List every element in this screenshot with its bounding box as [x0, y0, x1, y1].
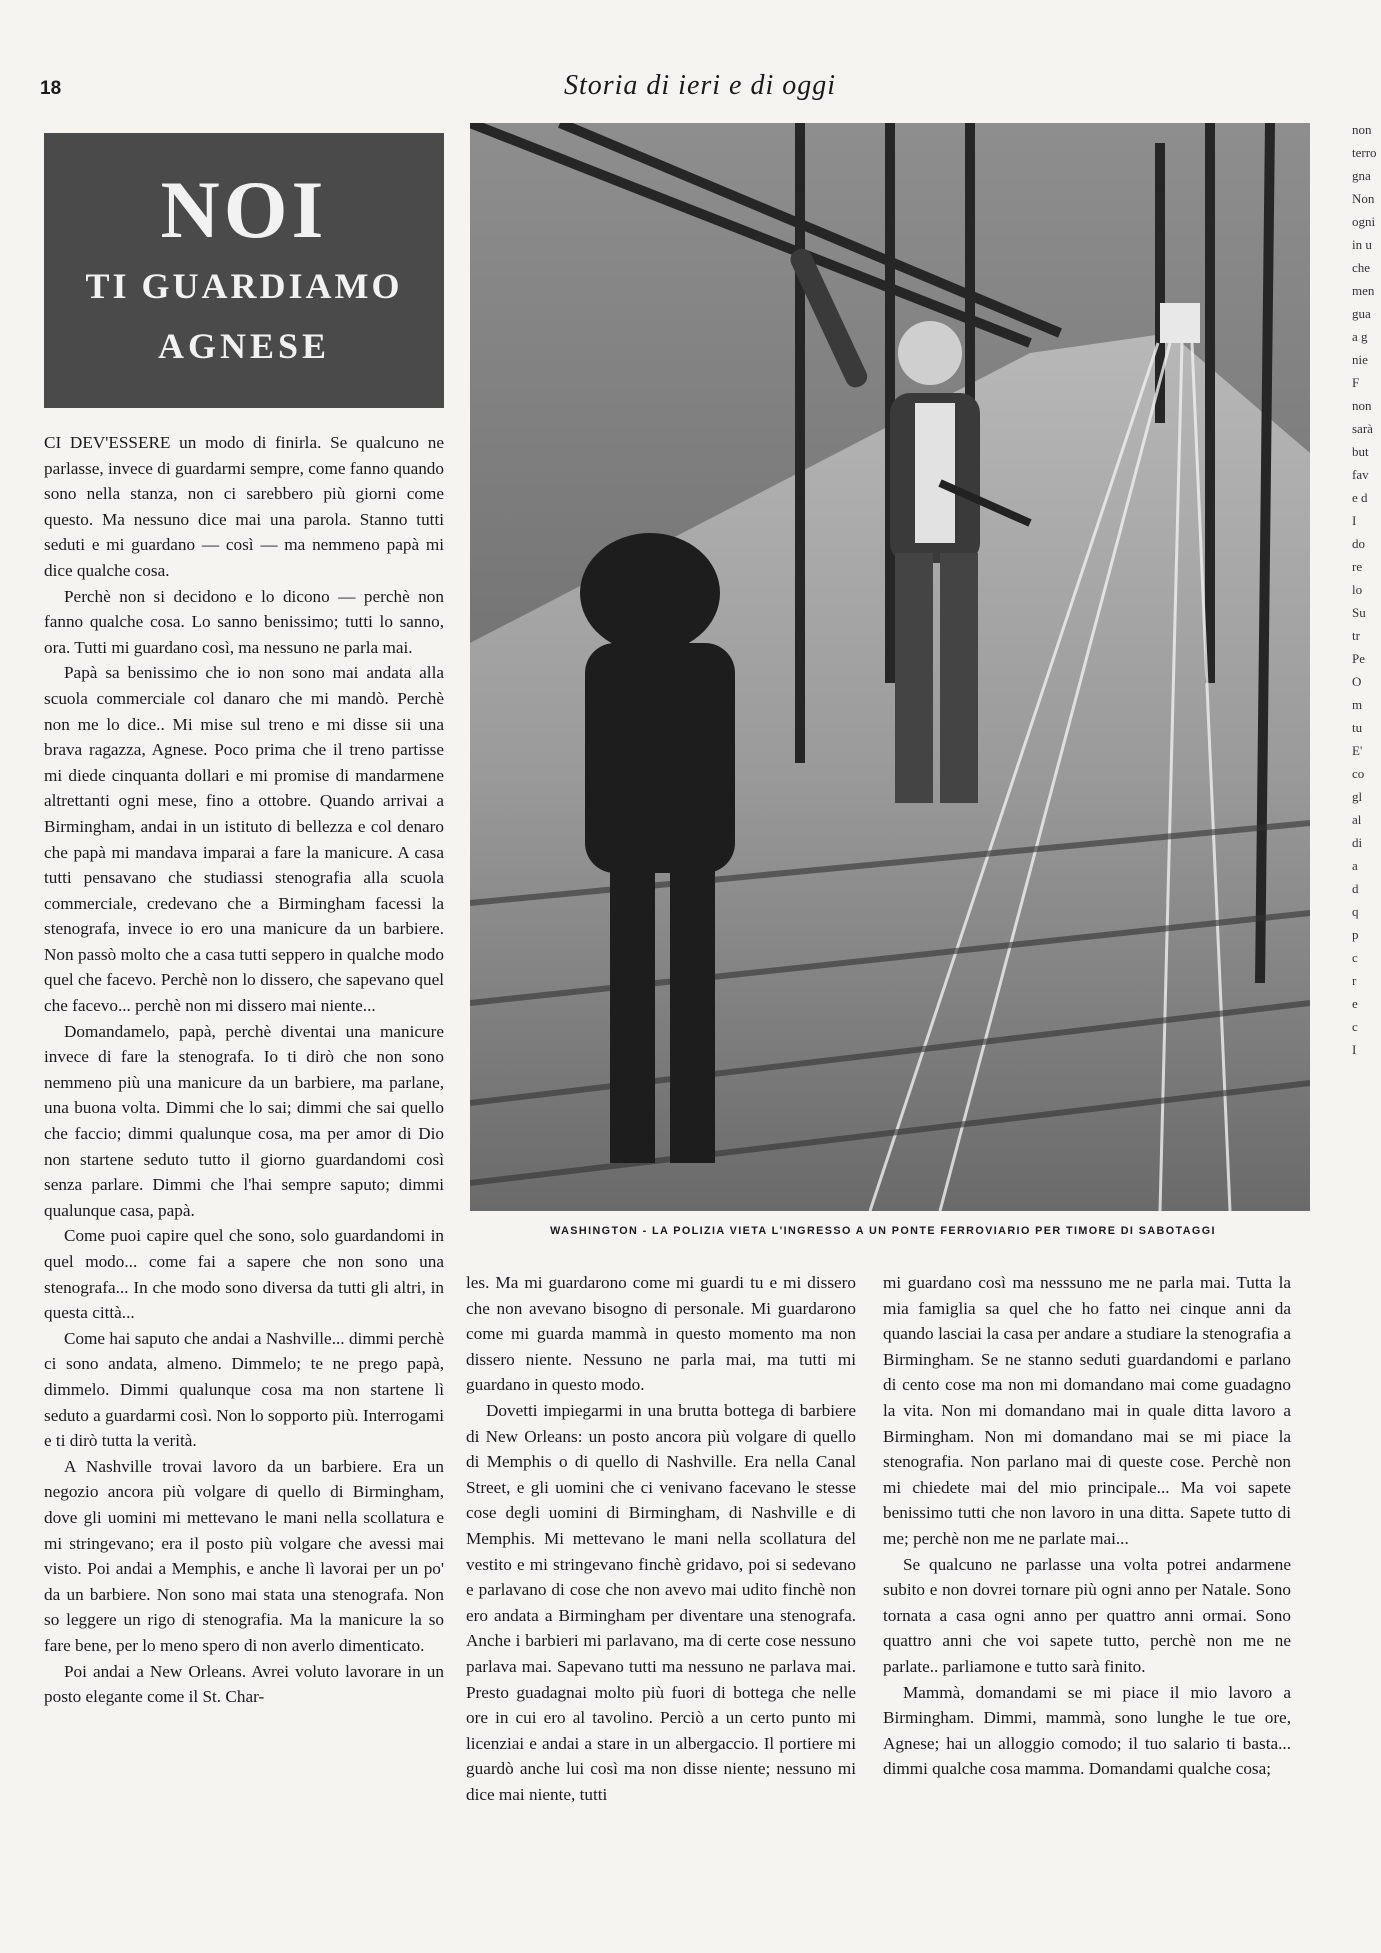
bleed-fragment: F: [1352, 375, 1360, 390]
bleed-fragment: e: [1352, 996, 1358, 1011]
bleed-fragment: c: [1352, 1019, 1358, 1034]
bleed-fragment: fav: [1352, 467, 1369, 482]
paragraph: Come hai saputo che andai a Nashville... dimmi perchè ci sono andata, almeno. Dimmelo; te ne prego papà, dimmelo. Dimmi qualunque cosa ma non startene lì seduto a guardarmi così. Non lo sopporto più. Interrogami e ti dirò tutta la verità.: [44, 1328, 445, 1451]
paragraph: A Nashville trovai lavoro da un barbiere. Era un negozio ancora più volgare di quello di Birmingham, dove gli uomini mi mettevano le mani nella scollatura e mi stringevano; era il posto più volgare che avessi mai visto. Poi andai a Memphis, e anche lì lavorai per un po' da un barbiere. Non sono mai stata una stenografa. Non so leggere un rigo di stenografia. Ma la manicure la so fare bene, per lo meno spero di non averlo dimenticato.: [44, 1456, 444, 1655]
paragraph: Mammà, domandami se mi piace il mio lavoro a Birmingham. Dimmi, mammà, sono lunghe le tue ore, Agnese; hai un alloggio comodo; il tuo salario ti basta... dimmi qualche cosa mamma. Domandami qualche cosa;: [883, 1682, 1291, 1779]
bridge-photo: [470, 123, 1310, 1211]
bleed-fragment: ogni: [1352, 214, 1376, 229]
bleed-fragment: tr: [1352, 628, 1360, 643]
photo-caption: WASHINGTON - LA POLIZIA VIETA L'INGRESSO A UN PONTE FERROVIARIO PER TIMORE DI SABOTAGGI: [550, 1225, 1216, 1237]
bleed-fragment: gna: [1352, 168, 1371, 183]
bleed-fragment: p: [1352, 927, 1359, 942]
column-right: [883, 1270, 1291, 1782]
bleed-fragment: a g: [1352, 329, 1368, 344]
bleed-fragment: but: [1352, 444, 1369, 459]
paragraph: Perchè non si decidono e lo dicono — perchè non fanno qualche cosa. Lo sanno benissimo; tutti lo sanno, ora. Tutti mi guardano così, ma nessuno ne parla mai.: [44, 586, 444, 657]
column-middle: [466, 1270, 856, 1807]
paragraph: les. Ma mi guardarono come mi guardi tu e mi dissero che non avevano bisogno di personale. Mi guardarono come mi guarda mammà in questo momento ma non dissero niente. Nessuno ne parla mai, ma tutti mi guardano in questo modo.: [466, 1273, 856, 1395]
bleed-fragment: d: [1352, 881, 1359, 896]
bleed-fragment: di: [1352, 835, 1363, 850]
bleed-fragment: do: [1352, 536, 1365, 551]
bleed-fragment: O: [1352, 674, 1362, 689]
bleed-fragment: a: [1352, 858, 1358, 873]
bleed-fragment: non: [1352, 122, 1372, 137]
title-name: AGNESE: [157, 326, 331, 366]
paragraph: Come puoi capire quel che sono, solo guardandomi in quel modo... come fai a sapere che non sono una stenografa... In che modo sono diversa da tutti gli altri, in questa città...: [44, 1226, 444, 1323]
paragraph: CI DEV'ESSERE un modo di finirla. Se qualcuno ne parlasse, invece di guardarmi sempre, come fanno quando sono nella stanza, non ci sarebbero più giorni come questo. Ma nessuno dice mai una parola. Stanno tutti seduti e mi guardano — così — ma nemmeno papà mi dice qualche cosa.: [44, 433, 444, 580]
bleed-fragment: non: [1352, 398, 1372, 413]
paragraph: Dovetti impiegarmi in una brutta bottega di barbiere di New Orleans: un posto ancora più volgare di quello di Memphis o di quello di Nashville. Era nella Canal Street, e gli uomini che ci venivano facevano le stesse cose degli uomini di Birmingham, di Nashville e di Memphis. Mi mettevano le mani nella scollatura del vestito e mi stringevano finchè gridavo, poi si sedevano e parlavano di cose che non avevo mai udito finchè non ero andata a Birmingham per diventare una stenografa. Anche i barbieri mi parlavano, ma di certe cose nessuno parlava mai. Sapevano tutti ma nessuno ne parlava mai. Presto guadagnai molto più fuori di bottega che nelle ore in cui ero al tavolino. Perciò a un certo punto mi licenziai e andai a stare in un albergaccio. Il portiere mi guardò anche lui così ma non disse niente; nessuno mi dice mai niente, tutti: [466, 1400, 856, 1804]
bleed-fragment: Su: [1352, 605, 1366, 620]
bleed-fragment: q: [1352, 904, 1359, 919]
bleed-fragment: sarà: [1352, 421, 1373, 436]
title-block: [44, 133, 444, 408]
paragraph: Domandamelo, papà, perchè diventai una manicure invece di fare la stenografa. Io ti dirò che non sono nemmeno più una manicure da un barbiere, ma parlane, una buona volta. Dimmi che lo sai; dimmi che sai quello che faccio; dimmi qualunque cosa, ma per amor di Dio non startene seduto tutto il giorno guardandomi così senza parlare. Dimmi che l'hai sempre saputo; dimmi qualunque casa, papà.: [44, 1021, 444, 1220]
paragraph: mi guardano così ma nesssuno me ne parla mai. Tutta la mia famiglia sa quel che ho fatto nei cinque anni da quando lasciai la casa per andare a studiare la stenografia a Birmingham. Se ne stanno seduti guardandomi e parlano di cento cose ma non mi domandano mai come guadagno la vita. Non mi domandano mai in quale ditta lavoro a Birmingham. Non mi domandano mai se mi piace la stenografia. Non parlano mai di queste cose. Perchè non mi chiedete mai del mio principale... Ma voi sapete benissimo tutti che non lavoro in una ditta. Sapete tutto di me; perchè non me ne parlate mai...: [883, 1273, 1291, 1548]
bleed-fragment: re: [1352, 559, 1363, 574]
page-number: 18: [40, 78, 62, 99]
bleed-fragment: Pe: [1352, 651, 1365, 666]
title-subtitle: TI GUARDIAMO: [85, 266, 403, 306]
bleed-fragment: gua: [1352, 306, 1371, 321]
running-head: Storia di ieri e di oggi: [563, 70, 837, 101]
bleed-fragment: co: [1352, 766, 1365, 781]
bleed-fragment: lo: [1352, 582, 1363, 597]
bleed-fragment: I: [1352, 513, 1357, 528]
bleed-fragment: nie: [1352, 352, 1368, 367]
paragraph: Poi andai a New Orleans. Avrei voluto lavorare in un posto elegante come il St. Char-: [44, 1661, 444, 1707]
bleed-fragment: e d: [1352, 490, 1368, 505]
bleed-fragment: men: [1352, 283, 1375, 298]
bleed-fragment: E': [1352, 743, 1363, 758]
bleed-fragment: terro: [1352, 145, 1377, 160]
bleed-fragment: tu: [1352, 720, 1363, 735]
bleed-fragment: gl: [1352, 789, 1363, 804]
bridge-photo-illustration: [470, 123, 1310, 1211]
title-main: NOI: [160, 164, 328, 255]
bleed-fragment: al: [1352, 812, 1362, 827]
bleed-fragment: m: [1352, 697, 1363, 712]
facing-page-bleed: [1352, 118, 1381, 1061]
paragraph: Papà sa benissimo che io non sono mai andata alla scuola commerciale col danaro che mi mandò. Perchè non me lo dice.. Mi mise sul treno e mi disse sii una brava ragazza, Agnese. Poco prima che il treno partisse mi diede cinquanta dollari e mi promise di mandarmene altrettanti ogni mese, fino a ottobre. Quando arrivai a Birmingham, andai in un istituto di bellezza e col denaro che papà mi mandava imparai a fare la manicure. A casa tutti pensavano che studiassi stenografia alla scuola commerciale, credevano che a Birmingham facessi la stenografa, invece io ero una manicure da un barbiere. Non passò molto che a casa tutti seppero in qualche modo quel che facevo. Perchè non lo dissero, che sapevano quel che facevo... perchè non mi dissero mai niente...: [44, 663, 444, 1016]
bleed-fragment: Non: [1352, 191, 1375, 206]
bleed-fragment: che: [1352, 260, 1371, 275]
paragraph: Se qualcuno ne parlasse una volta potrei andarmene subito e non dovrei tornare più ogni anno per Natale. Sono tornata a casa ogni anno per quattro anni ormai. Sono quattro anni che voi sapete tutto, perchè non me ne parlate.. parliamone e tutto sarà finito.: [883, 1554, 1291, 1676]
bleed-fragment: r: [1352, 973, 1357, 988]
bleed-fragment: c: [1352, 950, 1358, 965]
bleed-fragment: in u: [1352, 237, 1372, 252]
column-left: [44, 430, 444, 1710]
bleed-fragment: I: [1352, 1042, 1357, 1057]
